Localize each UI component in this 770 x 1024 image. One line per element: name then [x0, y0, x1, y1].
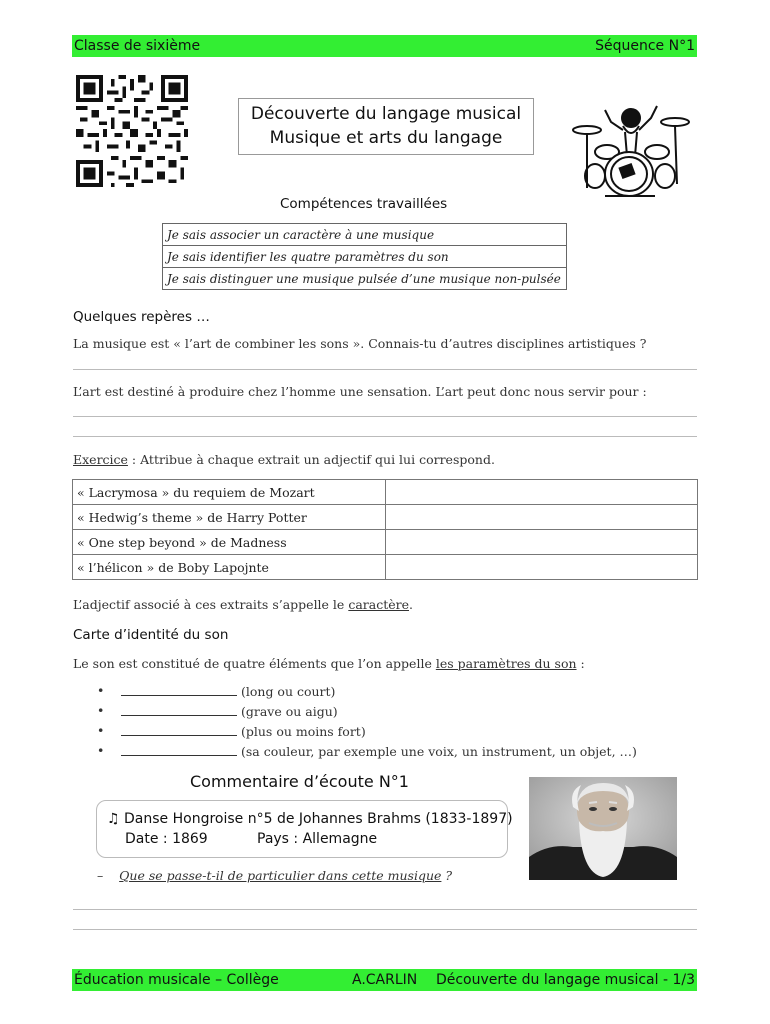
- fill-blank[interactable]: [121, 683, 237, 696]
- footer-subject: Éducation musicale – Collège: [74, 972, 279, 988]
- title-box: [238, 98, 534, 155]
- title-line-2: Musique et arts du langage: [269, 128, 503, 148]
- table-row: [163, 268, 567, 290]
- param-hint: (grave ou aigu): [241, 704, 338, 719]
- son-heading: Carte d’identité du son: [73, 627, 229, 643]
- adjective-cell[interactable]: [386, 480, 698, 505]
- list-item: [97, 743, 637, 763]
- son-params-list: [97, 683, 637, 763]
- footer-page: Découverte du langage musical - 1/3: [435, 972, 695, 988]
- ecoute-work-line: [107, 811, 513, 827]
- answer-line: [73, 436, 697, 437]
- competence-item: Je sais identifier les quatre paramètres du son: [163, 246, 567, 268]
- music-note-icon: ♫: [107, 811, 120, 827]
- header-sequence: Séquence N°1: [595, 38, 695, 54]
- footer-band: [72, 969, 697, 991]
- ecoute-country: Pays : Allemagne: [257, 831, 378, 847]
- qr-code: [73, 75, 191, 187]
- son-intro-suffix: :: [576, 656, 585, 671]
- extract-title: « l’hélicon » de Boby Lapojnte: [73, 555, 386, 580]
- param-hint: (plus ou moins fort): [241, 724, 366, 739]
- caractere-term: caractère: [348, 597, 409, 612]
- fill-blank[interactable]: [121, 743, 237, 756]
- exercice-label: Exercice: [73, 452, 128, 467]
- bullet: •: [97, 743, 105, 758]
- list-item: [97, 703, 637, 723]
- ecoute-question-line: [97, 868, 452, 883]
- footer-author: A.CARLIN: [352, 972, 418, 988]
- answer-line: [73, 909, 697, 910]
- caractere-prefix: L’adjectif associé à ces extraits s’appelle le: [73, 597, 349, 612]
- drummer-illustration: [565, 96, 693, 200]
- table-row: [73, 480, 698, 505]
- son-intro: [73, 656, 585, 671]
- reperes-question-1: La musique est « l’art de combiner les sons ». Connais-tu d’autres disciplines artistiques ?: [73, 336, 647, 351]
- bullet: •: [97, 703, 105, 718]
- competence-item: Je sais associer un caractère à une musique: [163, 224, 567, 246]
- ecoute-heading: Commentaire d’écoute N°1: [190, 772, 409, 791]
- exercice-instruction: [73, 452, 495, 467]
- adjective-cell[interactable]: [386, 555, 698, 580]
- header-class: Classe de sixième: [74, 38, 201, 54]
- adjective-cell[interactable]: [386, 505, 698, 530]
- table-row: [73, 555, 698, 580]
- ecoute-question: Que se passe-t-il de particulier dans cette musique: [119, 868, 442, 883]
- fill-blank[interactable]: [121, 703, 237, 716]
- caractere-suffix: .: [409, 597, 413, 612]
- answer-line: [73, 929, 697, 930]
- competence-item: Je sais distinguer une musique pulsée d’une musique non-pulsée: [163, 268, 567, 290]
- son-intro-term: les paramètres du son: [435, 656, 577, 671]
- caractere-sentence: [73, 597, 413, 612]
- brahms-portrait: [529, 777, 677, 880]
- fill-blank[interactable]: [121, 723, 237, 736]
- extract-title: « Hedwig’s theme » de Harry Potter: [73, 505, 386, 530]
- table-row: [73, 530, 698, 555]
- bullet: •: [97, 683, 105, 698]
- exercice-table: [72, 479, 698, 580]
- ecoute-date: Date : 1869: [125, 831, 208, 847]
- bullet: •: [97, 723, 105, 738]
- extract-title: « One step beyond » de Madness: [73, 530, 386, 555]
- ecoute-question-suffix: ?: [441, 868, 453, 883]
- extract-title: « Lacrymosa » du requiem de Mozart: [73, 480, 386, 505]
- answer-line: [73, 369, 697, 370]
- list-item: [97, 723, 637, 743]
- header-band: [72, 35, 697, 57]
- param-hint: (sa couleur, par exemple une voix, un instrument, un objet, …): [241, 744, 637, 759]
- table-row: [73, 505, 698, 530]
- param-hint: (long ou court): [241, 684, 336, 699]
- title-line-1: Découverte du langage musical: [250, 104, 522, 124]
- dash: –: [97, 868, 104, 883]
- answer-line: [73, 416, 697, 417]
- adjective-cell[interactable]: [386, 530, 698, 555]
- table-row: [163, 224, 567, 246]
- table-row: [163, 246, 567, 268]
- reperes-heading: Quelques repères …: [73, 309, 210, 325]
- competences-heading: Compétences travaillées: [280, 196, 448, 212]
- list-item: [97, 683, 637, 703]
- ecoute-work: Danse Hongroise n°5 de Johannes Brahms (1833-1897): [124, 811, 513, 827]
- son-intro-prefix: Le son est constitué de quatre éléments que l’on appelle: [73, 656, 436, 671]
- competences-table: [162, 223, 567, 290]
- exercice-text: : Attribue à chaque extrait un adjectif qui lui correspond.: [127, 452, 495, 467]
- reperes-question-2: L’art est destiné à produire chez l’homme une sensation. L’art peut donc nous servir pour :: [73, 384, 647, 399]
- ecoute-box: [96, 800, 513, 858]
